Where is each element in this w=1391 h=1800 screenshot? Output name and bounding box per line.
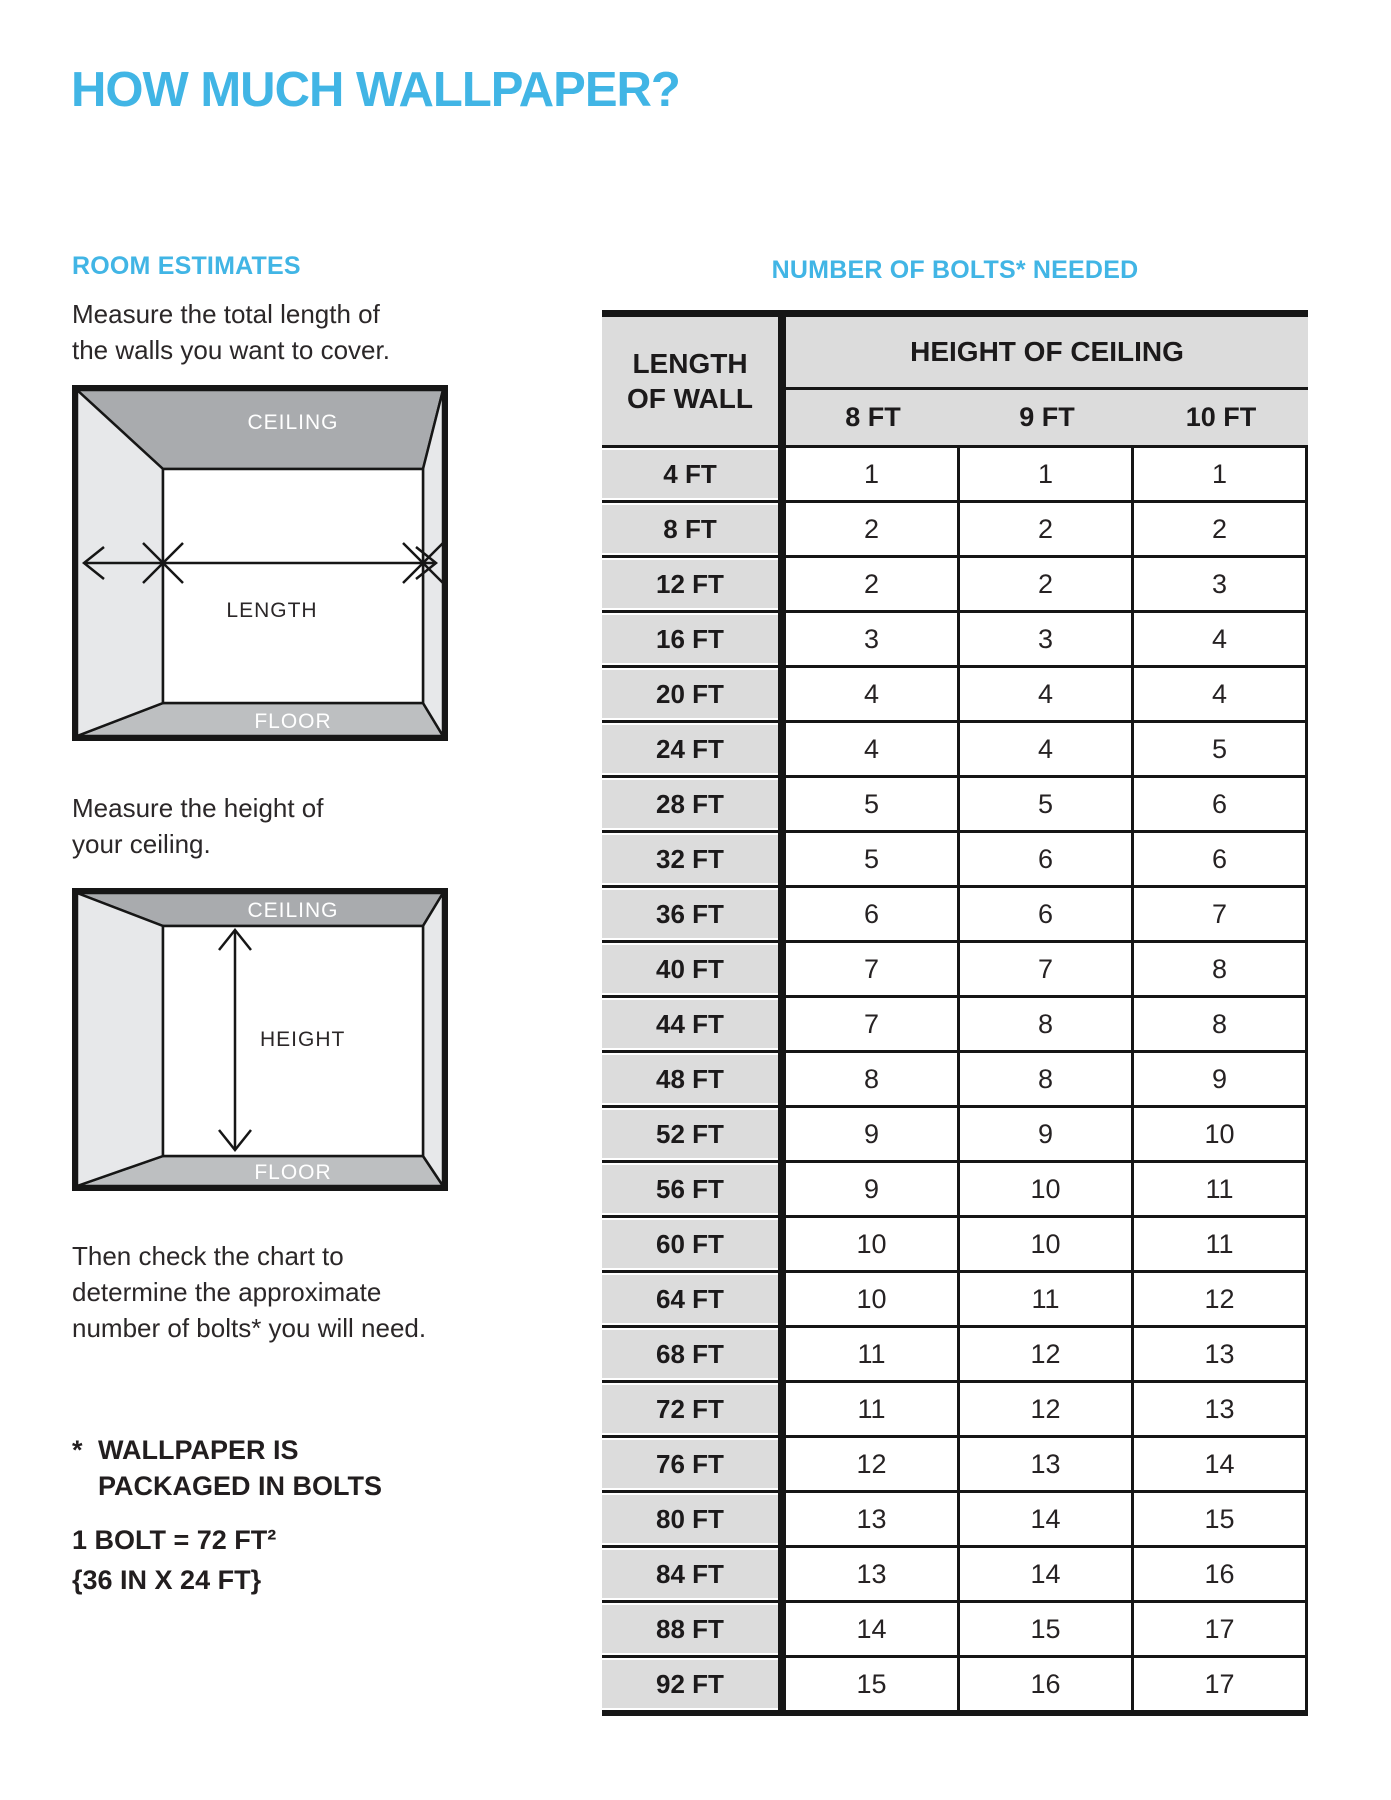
length-of-wall-header bbox=[602, 317, 778, 445]
bolts-table-heading: NUMBER OF BOLTS* NEEDED bbox=[771, 256, 1139, 284]
bolt-value-cells bbox=[786, 998, 1308, 1050]
table-row bbox=[602, 1215, 1308, 1270]
table-row bbox=[602, 1655, 1308, 1710]
bolt-value-cells bbox=[786, 1328, 1308, 1380]
bolt-value-cell: 7 bbox=[863, 953, 880, 984]
bolt-value-cell: 13 bbox=[1131, 1328, 1305, 1380]
bolt-value-cell: 14 bbox=[1131, 1438, 1305, 1490]
bolt-value-cells bbox=[786, 503, 1308, 555]
table-row bbox=[602, 1105, 1308, 1160]
height-label: HEIGHT bbox=[260, 1028, 346, 1051]
bolt-value-cells bbox=[786, 1108, 1308, 1160]
bolt-value-cell: 12 bbox=[856, 1448, 887, 1479]
wall-length-cell: 12 FT bbox=[602, 558, 778, 610]
bolt-value-cell: 11 bbox=[957, 1273, 1131, 1325]
bolt-value-cell: 7 bbox=[863, 1008, 880, 1039]
wall-length-cell: 36 FT bbox=[602, 888, 778, 940]
bolt-value-cell: 8 bbox=[957, 998, 1131, 1050]
bolt-value-cell: 9 bbox=[863, 1118, 880, 1149]
bolt-definition-line2: {36 IN X 24 FT} bbox=[72, 1565, 262, 1595]
bolt-value-cell: 2 bbox=[863, 513, 880, 544]
wall-length-cell: 40 FT bbox=[602, 943, 778, 995]
bolt-value-cell: 11 bbox=[857, 1393, 886, 1424]
wall-length-cell: 28 FT bbox=[602, 778, 778, 830]
bolt-value-cell: 15 bbox=[856, 1668, 887, 1699]
bolt-value-cell: 10 bbox=[856, 1283, 887, 1314]
bolt-value-cell: 1 bbox=[1131, 448, 1305, 500]
table-row bbox=[602, 830, 1308, 885]
wall-length-cell: 52 FT bbox=[602, 1108, 778, 1160]
table-rows bbox=[602, 445, 1308, 1710]
bolt-value-cell: 3 bbox=[1131, 558, 1305, 610]
table-row bbox=[602, 610, 1308, 665]
wall-length-cell: 64 FT bbox=[602, 1273, 778, 1325]
table-row bbox=[602, 1600, 1308, 1655]
bolt-value-cell: 12 bbox=[957, 1328, 1131, 1380]
bolt-value-cell: 4 bbox=[863, 733, 880, 764]
bolt-value-cells bbox=[786, 613, 1308, 665]
bolt-value-cell: 2 bbox=[1131, 503, 1305, 555]
bolt-value-cell: 5 bbox=[1131, 723, 1305, 775]
bolt-value-cell: 5 bbox=[863, 843, 880, 874]
bolt-value-cell: 6 bbox=[957, 833, 1131, 885]
bolt-value-cells bbox=[786, 833, 1308, 885]
bolt-value-cell: 16 bbox=[957, 1658, 1131, 1710]
bolt-value-cell: 6 bbox=[957, 888, 1131, 940]
bolt-value-cell: 7 bbox=[1131, 888, 1305, 940]
instruction-length-line1: Measure the total length of bbox=[72, 299, 380, 329]
bolt-value-cell: 4 bbox=[957, 723, 1131, 775]
bolt-value-cell: 5 bbox=[863, 788, 880, 819]
instruction-height-line2: your ceiling. bbox=[72, 829, 211, 859]
bolt-value-cell: 4 bbox=[957, 668, 1131, 720]
wall-length-cell: 76 FT bbox=[602, 1438, 778, 1490]
wall-length-cell: 24 FT bbox=[602, 723, 778, 775]
bolt-value-cells bbox=[786, 1273, 1308, 1325]
bolt-value-cell: 3 bbox=[957, 613, 1131, 665]
footnote-line2: PACKAGED IN BOLTS bbox=[98, 1471, 383, 1501]
bolt-value-cells bbox=[786, 888, 1308, 940]
wall-length-cell: 60 FT bbox=[602, 1218, 778, 1270]
bolt-value-cell: 13 bbox=[1131, 1383, 1305, 1435]
column-header-10ft: 10 FT bbox=[1185, 402, 1257, 432]
table-row bbox=[602, 775, 1308, 830]
table-row bbox=[602, 1490, 1308, 1545]
instruction-chart-line3: number of bolts* you will need. bbox=[72, 1313, 427, 1343]
bolt-value-cell: 8 bbox=[957, 1053, 1131, 1105]
wall-length-cell: 72 FT bbox=[602, 1383, 778, 1435]
wall-length-cell: 56 FT bbox=[602, 1163, 778, 1215]
table-bottom-border bbox=[602, 1710, 1308, 1716]
bolt-value-cells bbox=[786, 1053, 1308, 1105]
bolt-definition bbox=[72, 1520, 276, 1600]
room-height-diagram bbox=[72, 888, 448, 1191]
bolt-value-cell: 13 bbox=[856, 1503, 887, 1534]
length-label: LENGTH bbox=[226, 599, 318, 622]
bolt-value-cell: 4 bbox=[863, 678, 880, 709]
table-vertical-divider bbox=[778, 310, 786, 1716]
bolt-value-cell: 2 bbox=[957, 558, 1131, 610]
bolt-value-cell: 14 bbox=[856, 1613, 887, 1644]
instruction-height bbox=[72, 790, 324, 862]
bolt-value-cell: 5 bbox=[957, 778, 1131, 830]
bolt-value-cells bbox=[786, 723, 1308, 775]
bolt-value-cell: 10 bbox=[957, 1163, 1131, 1215]
floor-label: FLOOR bbox=[254, 710, 332, 733]
ceiling-label: CEILING bbox=[247, 411, 339, 434]
table-row bbox=[602, 1270, 1308, 1325]
page-title: HOW MUCH WALLPAPER? bbox=[71, 63, 680, 117]
floor-label: FLOOR bbox=[254, 1161, 332, 1184]
bolt-value-cells bbox=[786, 778, 1308, 830]
back-wall-plane bbox=[163, 469, 423, 703]
table-row bbox=[602, 885, 1308, 940]
bolt-value-cell: 8 bbox=[1131, 998, 1305, 1050]
instruction-chart bbox=[72, 1238, 426, 1346]
bolt-value-cell: 9 bbox=[863, 1173, 880, 1204]
bolt-value-cells bbox=[786, 1548, 1308, 1600]
right-wall-plane bbox=[423, 893, 443, 1186]
bolt-value-cell: 6 bbox=[863, 898, 880, 929]
bolt-value-cell: 2 bbox=[863, 568, 880, 599]
bolts-footnote bbox=[72, 1432, 382, 1504]
table-row bbox=[602, 1160, 1308, 1215]
ceiling-height-columns bbox=[786, 390, 1308, 445]
bolt-value-cell: 11 bbox=[1131, 1218, 1305, 1270]
height-of-ceiling-header: HEIGHT OF CEILING bbox=[786, 317, 1308, 390]
bolt-value-cell: 12 bbox=[1131, 1273, 1305, 1325]
footnote-line1: WALLPAPER IS bbox=[98, 1435, 299, 1465]
bolt-value-cell: 13 bbox=[957, 1438, 1131, 1490]
bolt-value-cell: 12 bbox=[957, 1383, 1131, 1435]
ceiling-label: CEILING bbox=[247, 899, 339, 922]
bolt-value-cell: 10 bbox=[957, 1218, 1131, 1270]
bolt-value-cells bbox=[786, 1383, 1308, 1435]
instruction-length-line2: the walls you want to cover. bbox=[72, 335, 390, 365]
bolt-value-cells bbox=[786, 1163, 1308, 1215]
table-row bbox=[602, 665, 1308, 720]
column-header-9ft: 9 FT bbox=[1019, 402, 1075, 432]
bolt-value-cell: 1 bbox=[863, 458, 880, 489]
bolts-table bbox=[602, 310, 1308, 1716]
wall-length-cell: 48 FT bbox=[602, 1053, 778, 1105]
bolt-definition-line1: 1 BOLT = 72 FT² bbox=[72, 1525, 277, 1555]
table-row bbox=[602, 555, 1308, 610]
bolt-value-cells bbox=[786, 1438, 1308, 1490]
bolt-value-cell: 8 bbox=[863, 1063, 880, 1094]
bolt-value-cells bbox=[786, 1603, 1308, 1655]
table-row bbox=[602, 1050, 1308, 1105]
bolt-value-cell: 10 bbox=[856, 1228, 887, 1259]
wall-length-cell: 20 FT bbox=[602, 668, 778, 720]
bolt-value-cells bbox=[786, 1493, 1308, 1545]
table-row bbox=[602, 445, 1308, 500]
bolt-value-cell: 14 bbox=[957, 1548, 1131, 1600]
bolt-value-cell: 11 bbox=[1131, 1163, 1305, 1215]
bolt-value-cell: 13 bbox=[856, 1558, 887, 1589]
length-of-wall-line1: LENGTH bbox=[632, 348, 748, 379]
bolt-value-cell: 17 bbox=[1131, 1658, 1305, 1710]
wall-length-cell: 88 FT bbox=[602, 1603, 778, 1655]
length-of-wall-line2: OF WALL bbox=[627, 383, 753, 414]
bolt-value-cell: 4 bbox=[1131, 613, 1305, 665]
bolt-value-cells bbox=[786, 943, 1308, 995]
wall-length-cell: 4 FT bbox=[602, 448, 778, 500]
footnote-asterisk: * bbox=[72, 1435, 83, 1465]
bolt-value-cells bbox=[786, 1218, 1308, 1270]
wall-length-cell: 68 FT bbox=[602, 1328, 778, 1380]
table-row bbox=[602, 1325, 1308, 1380]
bolt-value-cells bbox=[786, 668, 1308, 720]
bolt-value-cell: 10 bbox=[1131, 1108, 1305, 1160]
table-top-border bbox=[602, 310, 1308, 317]
bolt-value-cell: 15 bbox=[1131, 1493, 1305, 1545]
table-row bbox=[602, 1380, 1308, 1435]
bolt-value-cell: 7 bbox=[957, 943, 1131, 995]
bolt-value-cells bbox=[786, 1658, 1308, 1710]
table-row bbox=[602, 500, 1308, 555]
wall-length-cell: 92 FT bbox=[602, 1658, 778, 1710]
bolt-value-cell: 3 bbox=[863, 623, 880, 654]
table-row bbox=[602, 1435, 1308, 1490]
room-length-diagram bbox=[72, 385, 448, 741]
bolt-value-cells bbox=[786, 558, 1308, 610]
table-row bbox=[602, 720, 1308, 775]
instruction-chart-line2: determine the approximate bbox=[72, 1277, 382, 1307]
bolt-value-cell: 4 bbox=[1131, 668, 1305, 720]
instruction-length bbox=[72, 296, 390, 368]
footnote-text bbox=[98, 1432, 382, 1504]
instruction-chart-line1: Then check the chart to bbox=[72, 1241, 344, 1271]
column-header-8ft: 8 FT bbox=[845, 402, 901, 432]
bolt-value-cell: 6 bbox=[1131, 833, 1305, 885]
bolt-value-cell: 1 bbox=[957, 448, 1131, 500]
bolt-value-cell: 6 bbox=[1131, 778, 1305, 830]
wall-length-cell: 32 FT bbox=[602, 833, 778, 885]
wall-length-cell: 80 FT bbox=[602, 1493, 778, 1545]
wall-length-cell: 44 FT bbox=[602, 998, 778, 1050]
table-row bbox=[602, 995, 1308, 1050]
bolt-value-cell: 16 bbox=[1131, 1548, 1305, 1600]
bolt-value-cells bbox=[786, 448, 1308, 500]
bolt-value-cell: 11 bbox=[857, 1338, 886, 1369]
wall-length-cell: 8 FT bbox=[602, 503, 778, 555]
bolt-value-cell: 9 bbox=[1131, 1053, 1305, 1105]
room-estimates-heading: ROOM ESTIMATES bbox=[72, 252, 301, 280]
bolt-value-cell: 17 bbox=[1131, 1603, 1305, 1655]
instruction-height-line1: Measure the height of bbox=[72, 793, 324, 823]
bolt-value-cell: 8 bbox=[1131, 943, 1305, 995]
table-row bbox=[602, 940, 1308, 995]
bolt-value-cell: 9 bbox=[957, 1108, 1131, 1160]
wall-length-cell: 16 FT bbox=[602, 613, 778, 665]
bolt-value-cell: 14 bbox=[957, 1493, 1131, 1545]
table-row bbox=[602, 1545, 1308, 1600]
bolt-value-cell: 2 bbox=[957, 503, 1131, 555]
left-wall-plane bbox=[77, 893, 163, 1186]
bolt-value-cell: 15 bbox=[957, 1603, 1131, 1655]
wall-length-cell: 84 FT bbox=[602, 1548, 778, 1600]
